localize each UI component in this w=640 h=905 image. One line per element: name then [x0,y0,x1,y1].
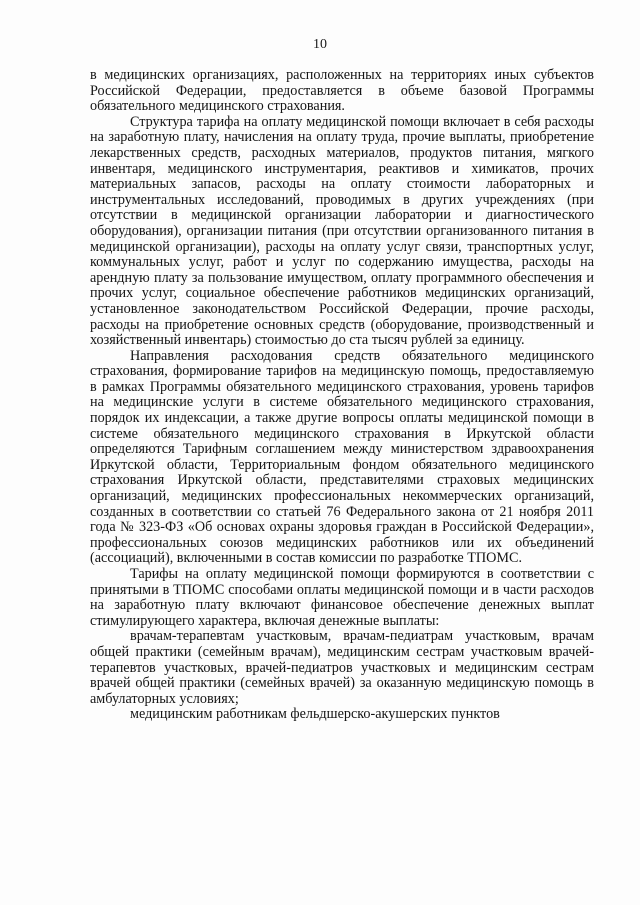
page-number: 10 [313,37,327,52]
paragraph-4: Тарифы на оплату медицинской помощи формируются в соответствии с принятыми в ТПОМС способами оплаты медицинской помощи и в части расходов на заработную плату включают финансовое обеспечение денежных выплат стимулирующего характера, включая денежные выплаты: [90,566,594,629]
paragraph-5: врачам-терапевтам участковым, врачам-педиатрам участковым, врачам общей практики (семейным врачам), медицинским сестрам участковым врачей-терапевтов участковых, врачей-педиатров участковых и медицинским сестрам врачей общей практики (семейных врачей) за оказанную медицинскую помощь в амбулаторных условиях; [90,628,594,707]
paragraph-1: в медицинских организациях, расположенных на территориях иных субъектов Российской Федерации, предоставляется в объеме базовой Программы обязательного медицинского страхования. [90,67,594,115]
paragraph-3: Направления расходования средств обязательного медицинского страхования, формирование тарифов на медицинскую помощь, предоставляемую в рамках Программы обязательного медицинского страхования, уровень тарифов на медицинские услуги в системе обязательного медицинского страхования, порядок их индексации, а также другие вопросы оплаты медицинской помощи в системе обязательного медицинского страхования в Иркутской области определяются Тарифным соглашением между министерством здравоохранения Иркутской области, Территориальным фондом обязательного медицинского страхования Иркутской области, представителями страховых медицинских организаций, медицинских профессиональных некоммерческих организаций, созданных в соответствии со статьей 76 Федерального закона от 21 ноября 2011 года № 323-ФЗ «Об основах охраны здоровья граждан в Российской Федерации», профессиональных союзов медицинских работников или их объединений (ассоциаций), включенными в состав комиссии по разработке ТПОМС. [90,347,594,567]
paragraph-6: медицинским работникам фельдшерско-акушерских пунктов [130,706,500,723]
document-body [90,68,594,723]
paragraph-2: Структура тарифа на оплату медицинской помощи включает в себя расходы на заработную плату, начисления на оплату труда, прочие выплаты, приобретение лекарственных средств, расходных материалов, продуктов питания, мягкого инвентаря, медицинского инструментария, реактивов и химикатов, прочих материальных запасов, расходы на оплату стоимости лабораторных и инструментальных исследований, проводимых в других учреждениях (при отсутствии в медицинской организации лаборатории и диагностического оборудования), организации питания (при отсутствии организованного питания в медицинской организации), расходы на оплату услуг связи, транспортных услуг, коммунальных услуг, работ и услуг по содержанию имущества, расходы на арендную плату за пользование имуществом, оплату программного обеспечения и прочих услуг, социальное обеспечение работников медицинских организаций, установленное законодательством Российской Федерации, прочие расходы, расходы на приобретение основных средств (оборудование, производственный и хозяйственный инвентарь) стоимостью до ста тысяч рублей за единицу. [90,113,594,349]
